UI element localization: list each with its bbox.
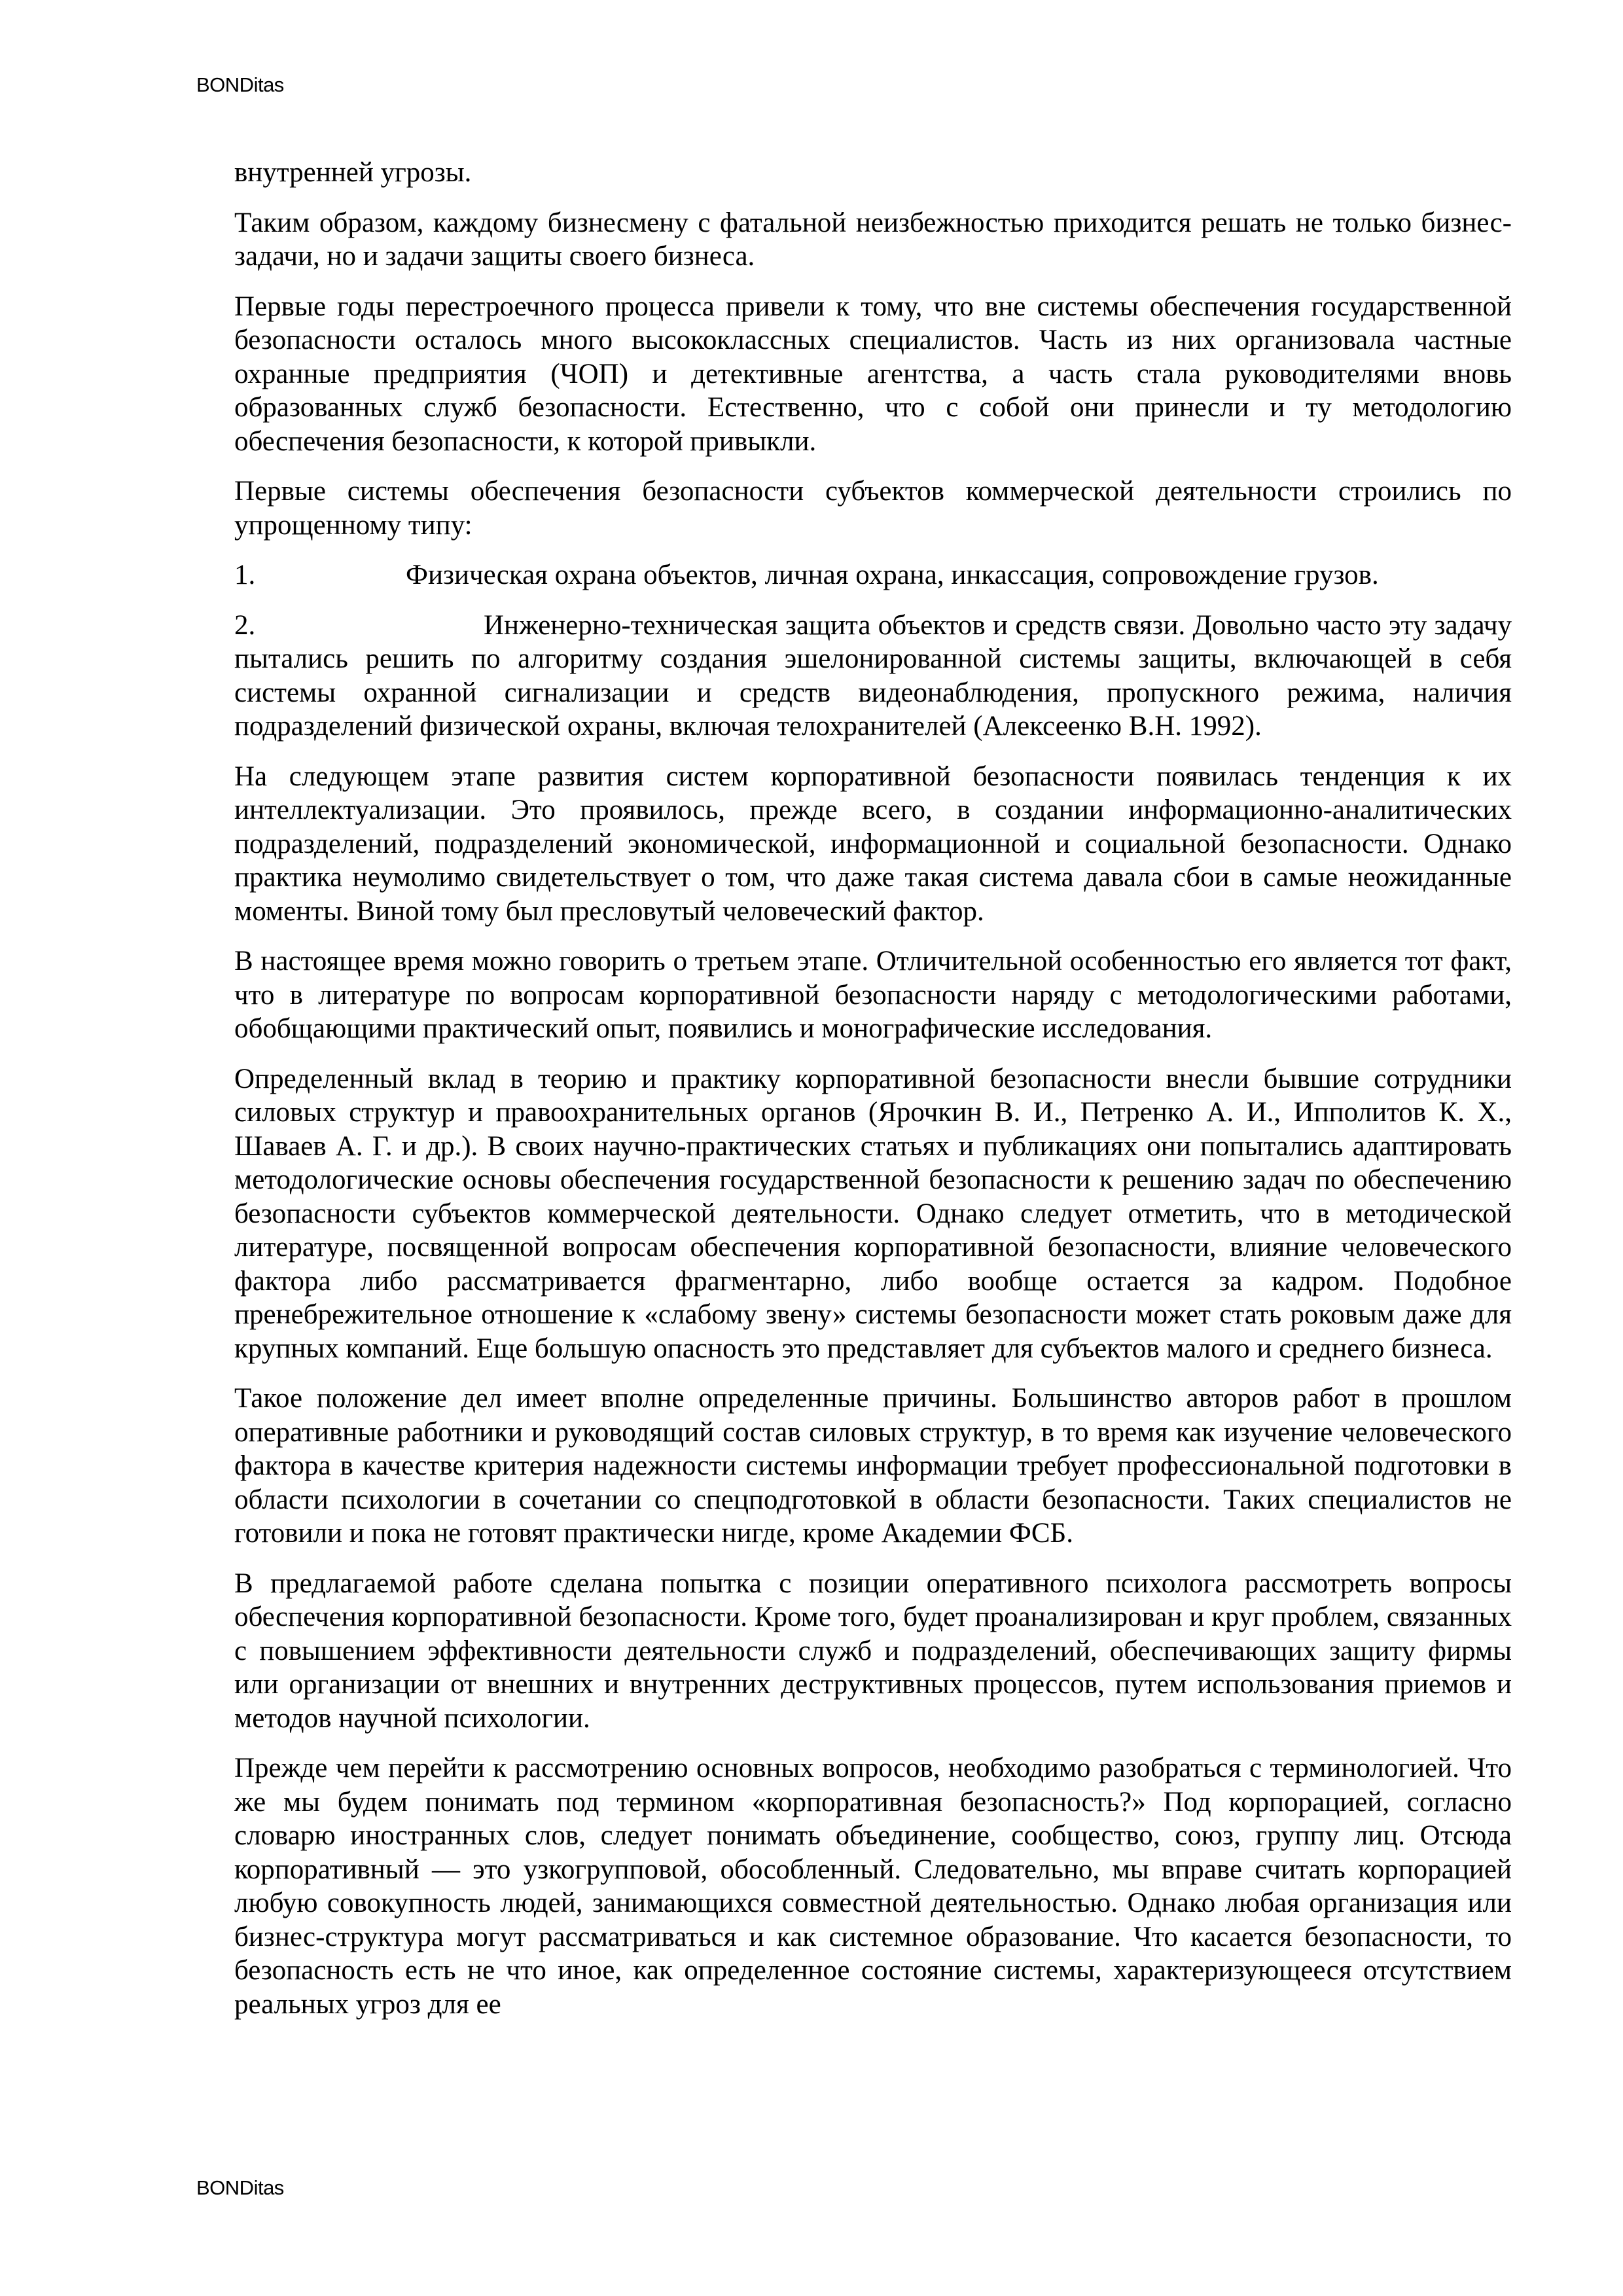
list-item-1 bbox=[234, 558, 1512, 592]
paragraph-10: Прежде чем перейти к рассмотрению основных вопросов, необходимо разобраться с терминологией. Что же мы будем понимать под термином «корпоративная безопасность?» Под корпорацией, согласно словарю иностранных слов, следует понимать объединение, сообщество, союз, группу лиц. Отсюда корпоративный — это узкогрупповой, обособленный. Следовательно, мы вправе считать корпорацией любую совокупность людей, занимающихся совместной деятельностью. Однако любая организация или бизнес-структура могут рассматриваться и как системное образование. Что касается безопасности, то безопасность есть не что иное, как определенное состояние системы, характеризующееся отсутствием реальных угроз для ее bbox=[234, 1753, 1512, 2020]
page-header: BONDitas bbox=[196, 73, 284, 96]
list-item-1-text: Физическая охрана объектов, личная охрана, инкассация, сопровождение грузов. bbox=[406, 560, 1379, 590]
body-text bbox=[234, 156, 1512, 2037]
paragraph-1: внутренней угрозы. bbox=[234, 157, 472, 188]
list-item-2 bbox=[234, 609, 1512, 744]
paragraph-7: Определенный вклад в теорию и практику корпоративной безопасности внесли бывшие сотрудники силовых структур и правоохранительных органов (Ярочкин В. И., Петренко А. И., Ипполитов К. Х., Шаваев А. Г. и др.). В своих научно-практических статьях и публикациях они попытались адаптировать методологические основы обеспечения государственной безопасности к решению задач по обеспечению безопасности субъектов коммерческой деятельности. Однако следует отметить, что в методической литературе, посвященной вопросам обеспечения корпоративной безопасности, влияние человеческого фактора либо рассматривается фрагментарно, либо вообще остается за кадром. Подобное пренебрежительное отношение к «слабому звену» системы безопасности может стать роковым даже для крупных компаний. Еще большую опасность это представляет для субъектов малого и среднего бизнеса. bbox=[234, 1063, 1512, 1364]
paragraph-6: В настоящее время можно говорить о третьем этапе. Отличительной особенностью его является тот факт, что в литературе по вопросам корпоративной безопасности наряду с методологическими работами, обобщающими практический опыт, появились и монографические исследования. bbox=[234, 946, 1512, 1044]
paragraph-3: Первые годы перестроечного процесса привели к тому, что вне системы обеспечения государственной безопасности осталось много высококлассных специалистов. Часть из них организовала частные охранные предприятия (ЧОП) и детективные агентства, а часть стала руководителями вновь образованных служб безопасности. Естественно, что с собой они принесли и ту методологию обеспечения безопасности, к которой привыкли. bbox=[234, 291, 1512, 457]
list-item-1-number: 1. bbox=[234, 560, 256, 590]
list-item-2-text: Инженерно-техническая защита объектов и средств связи. Довольно часто эту задачу пытались решить по алгоритму создания эшелонированной системы защиты, включающей в себя системы охранной сигнализации и средств видеонаблюдения, пропускного режима, наличия подразделений физической охраны, включая телохранителей (Алексеенко В.Н. 1992). bbox=[234, 609, 1512, 742]
paragraph-2: Таким образом, каждому бизнесмену с фатальной неизбежностью приходится решать не только бизнес-задачи, но и задачи защиты своего бизнеса. bbox=[234, 207, 1512, 272]
list-item-2-number: 2. bbox=[234, 609, 256, 641]
paragraph-9: В предлагаемой работе сделана попытка с позиции оперативного психолога рассмотреть вопросы обеспечения корпоративной безопасности. Кроме того, будет проанализирован и круг проблем, связанных с повышением эффективности деятельности служб и подразделений, обеспечивающих защиту фирмы или организации от внешних и внутренних деструктивных процессов, путем использования приемов и методов научной психологии. bbox=[234, 1568, 1512, 1734]
paragraph-5: На следующем этапе развития систем корпоративной безопасности появилась тенденция к их интеллектуализации. Это проявилось, прежде всего, в создании информационно-аналитических подразделений, подразделений экономической, информационной и социальной безопасности. Однако практика неумолимо свидетельствует о том, что даже такая система давала сбои в самые неожиданные моменты. Виной тому был пресловутый человеческий фактор. bbox=[234, 761, 1512, 927]
page-footer: BONDitas bbox=[196, 2176, 284, 2199]
paragraph-4: Первые системы обеспечения безопасности субъектов коммерческой деятельности строились по упрощенному типу: bbox=[234, 476, 1512, 541]
paragraph-8: Такое положение дел имеет вполне определенные причины. Большинство авторов работ в прошлом оперативные работники и руководящий состав силовых структур, в то время как изучение человеческого фактора в качестве критерия надежности системы информации требует профессиональной подготовки в области психологии в сочетании со спецподготовкой в области безопасности. Таких специалистов не готовили и пока не готовят практически нигде, кроме Академии ФСБ. bbox=[234, 1383, 1512, 1549]
